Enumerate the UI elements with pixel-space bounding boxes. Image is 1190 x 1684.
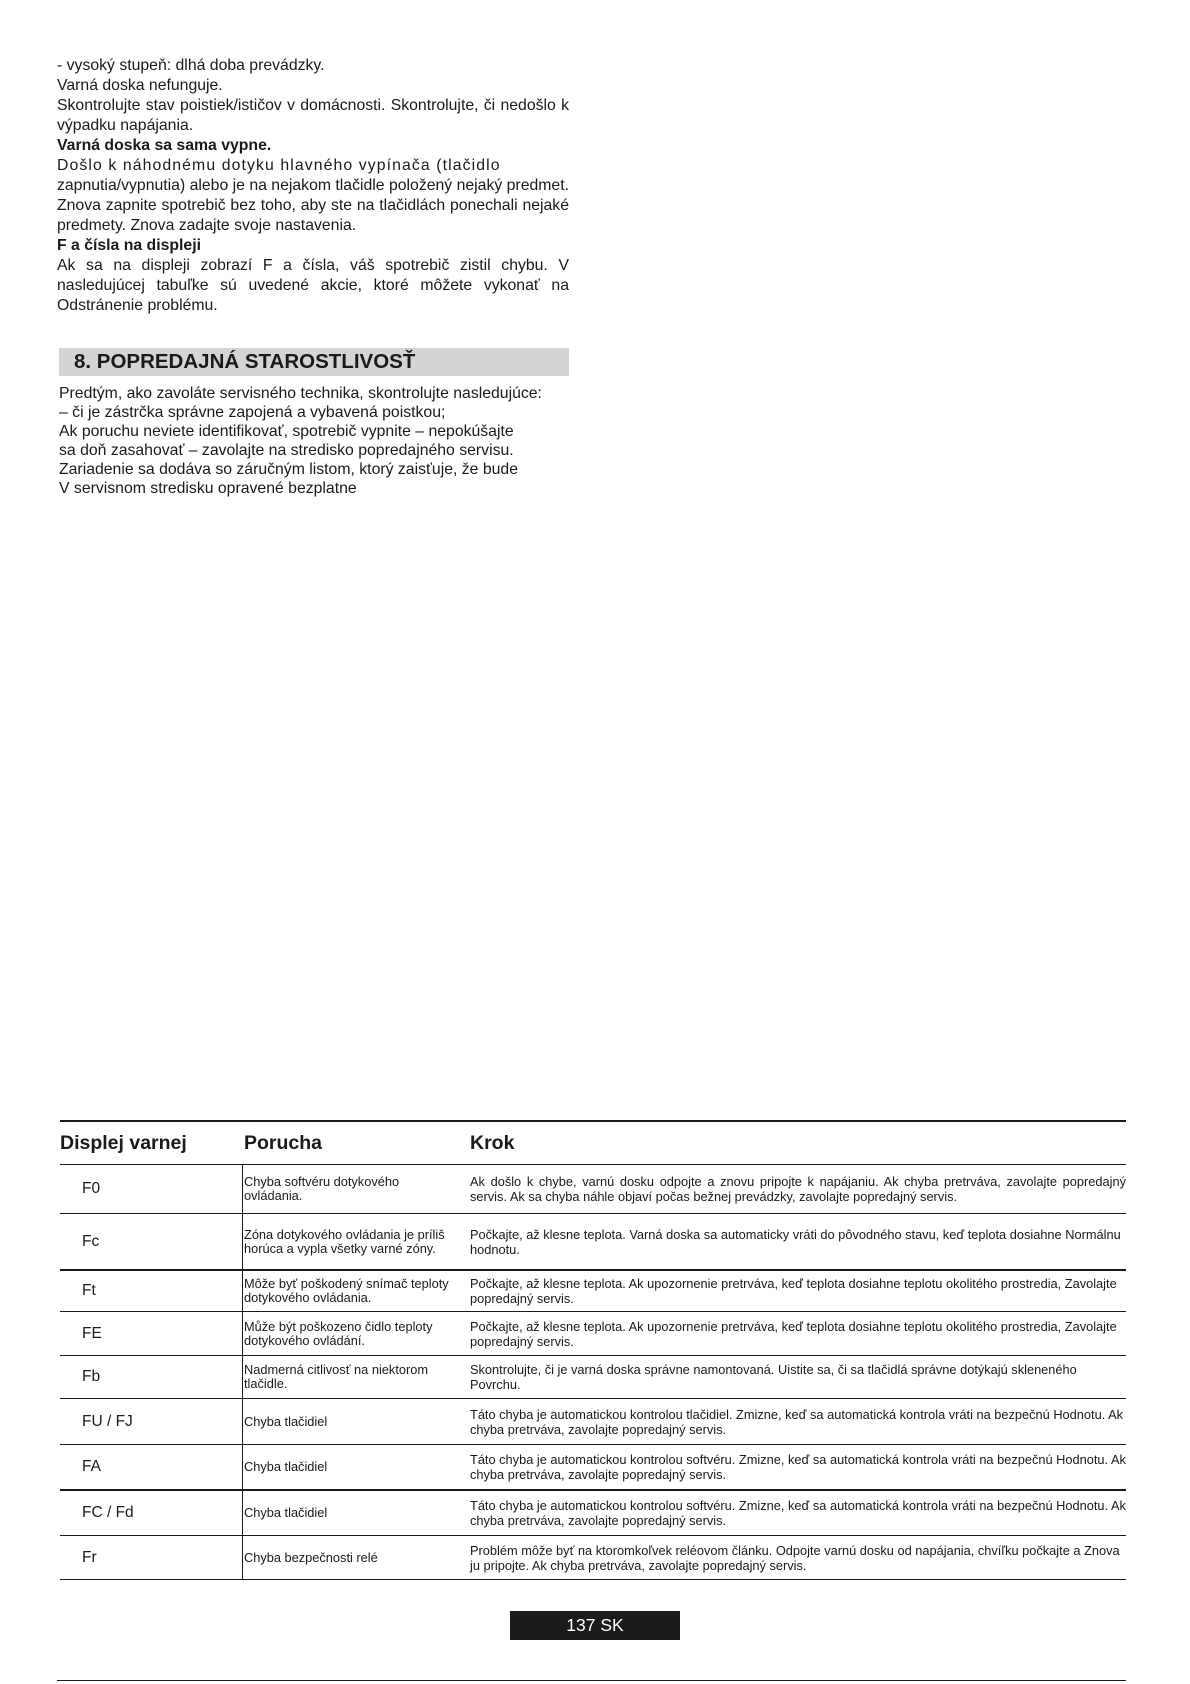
table-header (60, 1122, 1126, 1165)
section-heading: 8. POPREDAJNÁ STAROSTLIVOSŤ (59, 348, 569, 376)
aftersales-line: Predtým, ako zavoláte servisného technika, skontrolujte nasledujúce: (59, 385, 542, 402)
high-level-line: - vysoký stupeň: dlhá doba prevádzky. (57, 57, 325, 74)
error-code: FC / Fd (60, 1491, 243, 1535)
hob-not-working-title: Varná doska nefunguje. (57, 77, 223, 94)
error-fault: Chyba tlačidiel (244, 1505, 328, 1520)
hob-not-working-text: Skontrolujte stav poistiek/ističov v domácnosti. Skontrolujte, či nedošlo k výpadku napájania. (57, 97, 569, 134)
aftersales-line: – či je zástrčka správne zapojená a vybavená poistkou; (59, 404, 446, 421)
error-action: Skontrolujte, či je varná doska správne namontovaná. Uistite sa, či sa tlačidlá správne dotýkajú skleneného Povrchu. (470, 1362, 1077, 1392)
troubleshooting-section (57, 56, 569, 316)
error-action: Počkajte, až klesne teplota. Ak upozornenie pretrváva, keď teplota dosiahne teplotu okolitého prostredia, Zavolajte popredajný servis. (470, 1318, 1117, 1349)
error-fault: Chyba softvéru dotykového ovládania. (244, 1174, 400, 1203)
error-code: Fr (60, 1536, 243, 1579)
error-code: FA (60, 1445, 243, 1489)
table-row (60, 1214, 1126, 1271)
hob-switches-off-title: Varná doska sa sama vypne. (57, 137, 272, 154)
aftersales-line: sa doň zasahovať – zavolajte na stredisko popredajného servisu. (59, 442, 514, 459)
hob-switches-off-text-a: Došlo k náhodnému dotyku hlavného vypínača (tlačidlo (57, 157, 501, 174)
aftersales-text (59, 384, 571, 498)
error-code: Ft (60, 1271, 243, 1311)
bottom-divider (57, 1680, 1126, 1681)
error-code: FE (60, 1312, 243, 1355)
table-row (60, 1399, 1126, 1445)
table-row (60, 1312, 1126, 1356)
error-fault: Môže byť poškodený snímač teploty dotykového ovládania. (244, 1276, 449, 1305)
error-action: Táto chyba je automatickou kontrolou softvéru. Zmizne, keď sa automatická kontrola vráti na bezpečnú Hodnotu. Ak chyba pretrváva, zavolajte popredajný servis. (470, 1498, 1126, 1528)
f-codes-title: F a čísla na displeji (57, 237, 201, 254)
error-action: Počkajte, až klesne teplota. Varná doska sa automaticky vráti do pôvodného stavu, keď teplota dosiahne Normálnu hodnotu. (470, 1226, 1121, 1257)
table-row (60, 1491, 1126, 1536)
error-fault: Může být poškozeno čidlo teploty dotykového ovládání. (244, 1318, 433, 1348)
error-code: F0 (60, 1165, 243, 1213)
table-row (60, 1271, 1126, 1312)
header-action: Krok (470, 1131, 515, 1154)
header-display: Displej varnej (60, 1131, 187, 1154)
aftersales-line: V servisnom stredisku opravené bezplatne (59, 480, 357, 497)
header-fault: Porucha (244, 1131, 323, 1154)
table-row (60, 1165, 1126, 1214)
aftersales-line: Zariadenie sa dodáva so záručným listom, ktorý zaisťuje, že bude (59, 461, 518, 478)
error-fault: Nadmerná citlivosť na niektorom tlačidle. (244, 1362, 429, 1391)
error-code: Fb (60, 1356, 243, 1398)
error-action: Ak došlo k chybe, varnú dosku odpojte a znovu pripojte k napájaniu. Ak chyba pretrváva, zavolajte popredajný servis. Ak sa chyba náhle objaví počas bežnej prevádzky, zavolajte popredajný servis. (470, 1174, 1126, 1204)
error-action: Problém môže byť na ktoromkoľvek reléovom článku. Odpojte varnú dosku od napájania, chvíľku počkajte a Znova ju pripojte. Ak chyba pretrváva, zavolajte popredajný servis. (470, 1542, 1120, 1573)
error-action: Táto chyba je automatickou kontrolou softvéru. Zmizne, keď sa automatická kontrola vráti na bezpečnú Hodnotu. Ak chyba pretrváva, zavolajte popredajný servis. (470, 1452, 1126, 1482)
aftersales-line: Ak poruchu neviete identifikovať, spotrebič vypnite – nepokúšajte (59, 423, 514, 440)
error-fault: Chyba tlačidiel (244, 1413, 328, 1429)
error-code-table (60, 1120, 1126, 1580)
error-code: Fc (60, 1214, 243, 1269)
error-fault: Chyba bezpečnosti relé (244, 1549, 378, 1565)
hob-switches-off-text-b: zapnutia/vypnutia) alebo je na nejakom tlačidle položený nejaký predmet. Znova zapnite spotrebič bez toho, aby ste na tlačidlách ponechali nejaké predmety. Znova zadajte svoje nastavenia. (57, 177, 569, 234)
error-action: Počkajte, až klesne teplota. Ak upozornenie pretrváva, keď teplota dosiahne teplotu okolitého prostredia, Zavolajte popredajný servis. (470, 1276, 1117, 1306)
error-fault: Zóna dotykového ovládania je príliš horúca a vypla všetky varné zóny. (244, 1226, 445, 1256)
table-row (60, 1445, 1126, 1491)
table-row (60, 1356, 1126, 1399)
f-codes-text: Ak sa na displeji zobrazí F a čísla, váš spotrebič zistil chybu. V nasledujúcej tabuľke sú uvedené akcie, ktoré môžete vykonať na Odstránenie problému. (57, 257, 569, 314)
error-code: FU / FJ (60, 1399, 243, 1444)
table-row (60, 1536, 1126, 1580)
error-fault: Chyba tlačidiel (244, 1459, 328, 1474)
page-number: 137 SK (510, 1611, 680, 1640)
error-action: Táto chyba je automatickou kontrolou tlačidiel. Zmizne, keď sa automatická kontrola vráti na bezpečnú Hodnotu. Ak chyba pretrváva, zavolajte popredajný servis. (470, 1406, 1124, 1437)
